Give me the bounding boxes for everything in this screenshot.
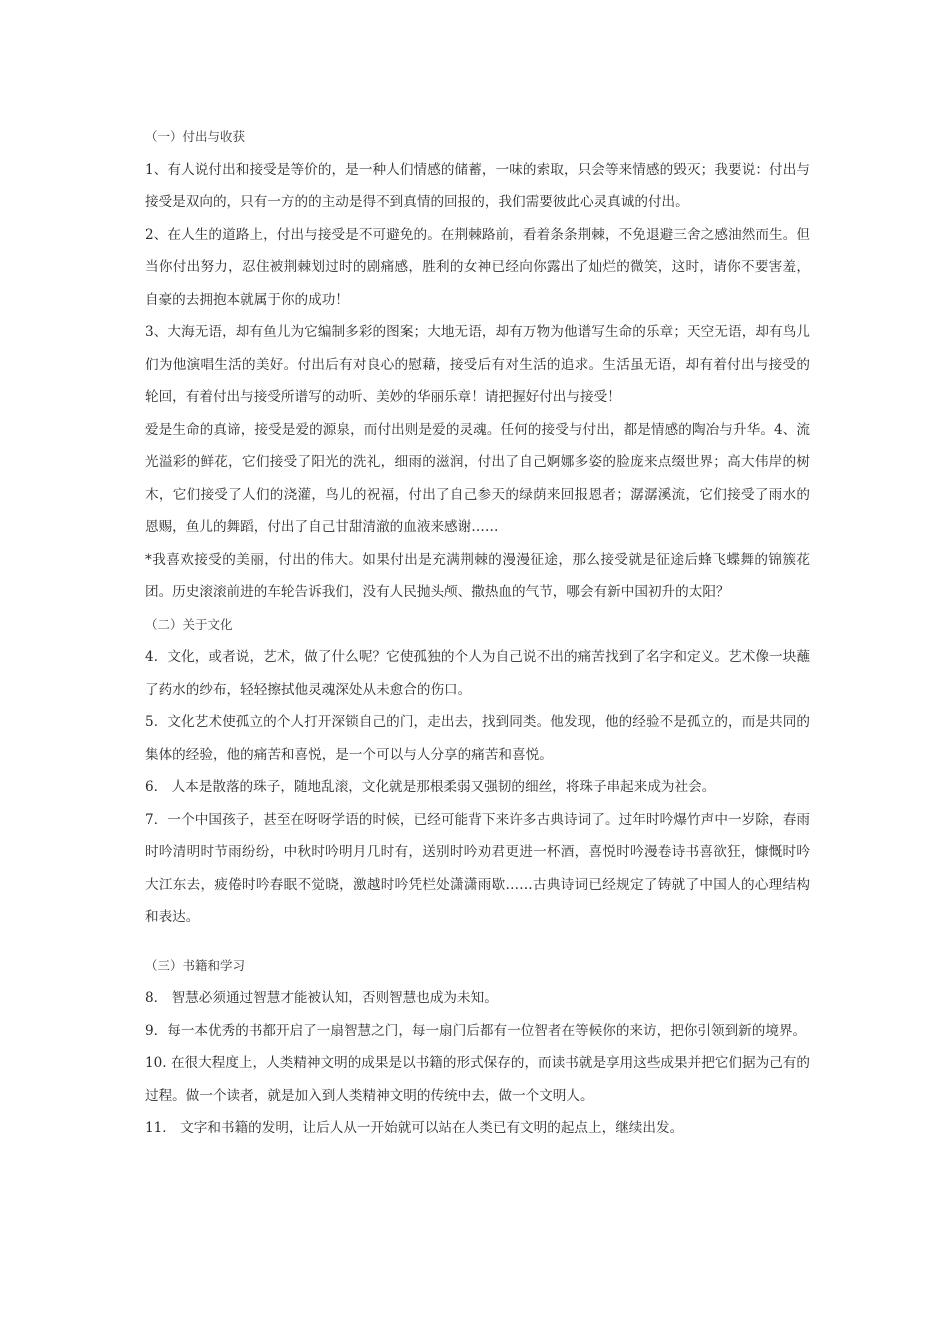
paragraph-9: 9．每一本优秀的书都开启了一扇智慧之门，每一扇门后都有一位智者在等候你的来访，把你引领到新的境界。 [145, 1022, 807, 1039]
paragraph-5: 5．文化艺术使孤立的个人打开深锁自己的门，走出去，找到同类。他发现，他的经验不是孤立的，而是共同的集体的经验，他的痛苦和喜悦，是一个可以与人分享的痛苦和喜悦。 [145, 714, 810, 763]
paragraph-love: 爱是生命的真谛，接受是爱的源泉，而付出则是爱的灵魂。任何的接受与付出，都是情感的陶冶与升华。4、流光溢彩的鲜花，它们接受了阳光的洗礼，细雨的滋润，付出了自己婀娜多姿的脸庞来点缀世界；高大伟岸的树木，它们接受了人们的浇灌，鸟儿的祝福，付出了自己参天的绿荫来回报恩者；潺潺溪流，它们接受了雨水的恩赐，鱼儿的舞蹈，付出了自己甘甜清澈的血液来感谢…… [145, 421, 810, 535]
paragraph-6: 6． 人本是散落的珠子，随地乱滚，文化就是那根柔弱又强韧的细丝，将珠子串起来成为社会。 [145, 779, 716, 795]
section-heading-culture: （二）关于文化 [145, 616, 233, 632]
section-heading-books: （三）书籍和学习 [145, 957, 246, 973]
paragraph-2: 2、在人生的道路上，付出与接受是不可避免的。在荆棘路前，看着条条荆棘，不免退避三舍之感油然而生。但当你付出努力，忍住被荆棘划过时的剧痛感，胜利的女神已经向你露出了灿烂的微笑，这时，请你不要害羞，自豪的去拥抱本就属于你的成功！ [145, 226, 810, 308]
paragraph-10: 10. 在很大程度上，人类精神文明的成果是以书籍的形式保存的，而读书就是享用这些成果并把它们据为己有的过程。做一个读者，就是加入到人类精神文明的传统中去，做一个文明人。 [145, 1055, 810, 1104]
paragraph-11: 11． 文字和书籍的发明，让后人从一开始就可以站在人类已有文明的起点上，继续出发。 [145, 1120, 684, 1136]
section-heading-giving: （一）付出与收获 [145, 129, 246, 144]
paragraph-8: 8． 智慧必须通过智慧才能被认知，否则智慧也成为未知。 [145, 990, 498, 1006]
section-spacer [145, 934, 810, 950]
paragraph-4: 4．文化，或者说，艺术，做了什么呢？它使孤独的个人为自己说不出的痛苦找到了名字和定义。艺术像一块蘸了药水的纱布，轻轻擦拭他灵魂深处从未愈合的伤口。 [145, 649, 810, 698]
document-body [145, 121, 810, 1145]
paragraph-1: 1、有人说付出和接受是等价的，是一种人们情感的储蓄，一味的索取，只会等来情感的毁灭；我要说：付出与接受是双向的，只有一方的的主动是得不到真情的回报的，我们需要彼此心灵真诚的付出。 [145, 161, 810, 210]
paragraph-7: 7．一个中国孩子，甚至在呀呀学语的时候，已经可能背下来许多古典诗词了。过年时吟爆竹声中一岁除，春雨时吟清明时节雨纷纷，中秋时吟明月几时有，送别时吟劝君更进一杯酒，喜悦时吟漫卷诗书喜欲狂，慷慨时吟大江东去，疲倦时吟春眠不觉晓，激越时吟凭栏处潇潇雨歇……古典诗词已经规定了铸就了中国人的心理结构和表达。 [145, 811, 810, 925]
paragraph-3: 3、大海无语，却有鱼儿为它编制多彩的图案；大地无语，却有万物为他谱写生命的乐章；天空无语，却有鸟儿们为他演唱生活的美好。付出后有对良心的慰藉，接受后有对生活的追求。生活虽无语，却有着付出与接受的轮回，有着付出与接受所谱写的动听、美妙的华丽乐章！请把握好付出与接受！ [145, 324, 810, 405]
paragraph-beauty: *我喜欢接受的美丽，付出的伟大。如果付出是充满荆棘的漫漫征途，那么接受就是征途后蜂飞蝶舞的锦簇花团。历史滚滚前进的车轮告诉我们，没有人民抛头颅、撒热血的气节，哪会有新中国初升的太阳？ [145, 551, 810, 600]
